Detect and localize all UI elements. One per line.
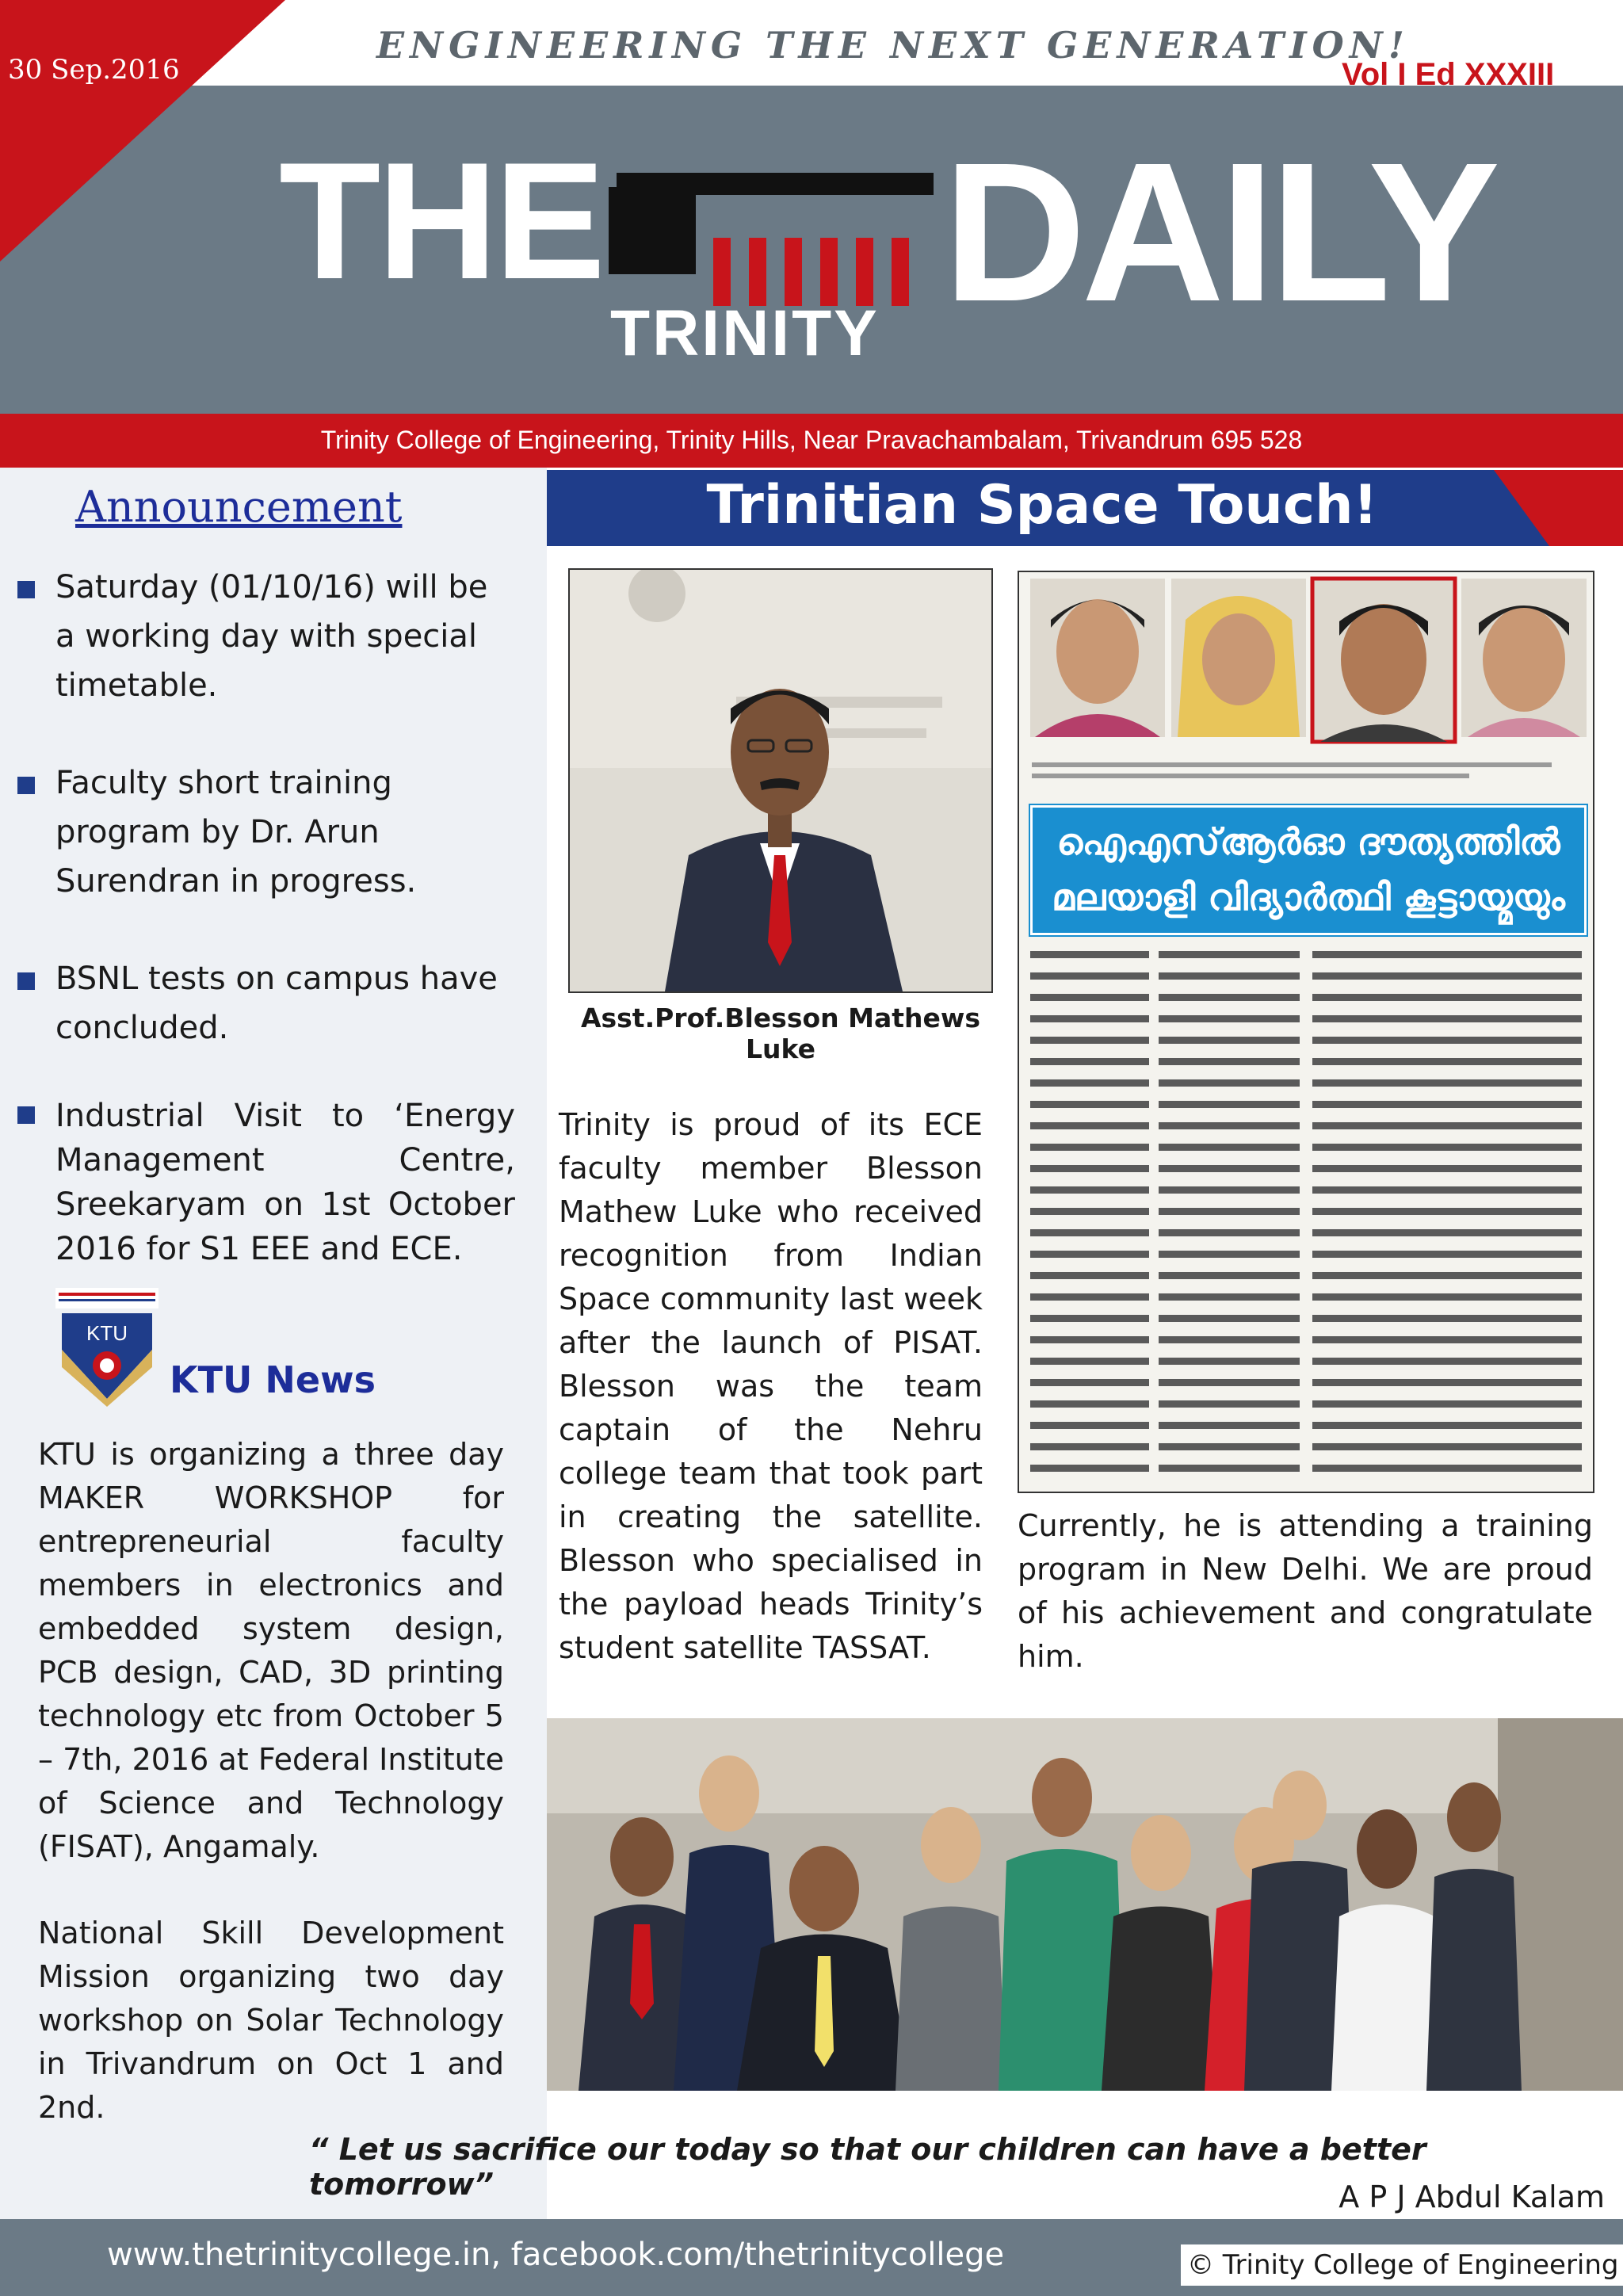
announcement-item: Saturday (01/10/16) will be a working day with special timetable. — [55, 569, 488, 704]
logo-block — [609, 187, 696, 274]
faculty-portrait-photo — [568, 568, 993, 993]
ktu-news-heading: KTU News — [170, 1358, 376, 1401]
newspaper-clipping — [1018, 571, 1594, 1493]
issue-date: 30 Sep.2016 — [8, 54, 180, 86]
ktu-paragraph: KTU is organizing a three day MAKER WORKSHOP for entrepreneurial faculty members in electronics and embedded system design, PCB design, CAD, 3D printing technology etc from October 5 – 7th, 2016 at Federal Institute of Science and Technology (FISAT), Angamaly. — [38, 1437, 504, 1864]
date-corner-ribbon — [0, 0, 285, 262]
logo-pillar — [856, 238, 873, 306]
clipping-headline-line: മലയാളി വിദ്യാർത്ഥി കൂട്ടായ്മയും — [1052, 876, 1565, 919]
bullet-icon — [17, 581, 35, 598]
bullet-icon — [17, 1106, 35, 1124]
clipping-headline-line: ഐഎസ്ആർഓ ദൗത്യത്തിൽ — [1056, 820, 1560, 863]
portrait-caption: Asst.Prof.Blesson Mathews Luke — [580, 1003, 981, 1064]
headline-accent — [1549, 470, 1623, 546]
title-trinity: TRINITY — [610, 297, 880, 369]
clipping-photo-caption — [1032, 756, 1579, 791]
article-body-column-2: Currently, he is attending a training program in New Delhi. We are proud of his achievement and congratulate him. — [1018, 1508, 1593, 1674]
announcement-item: BSNL tests on campus have concluded. — [55, 961, 498, 1046]
title-daily: DAILY — [943, 121, 1496, 342]
logo-pillar — [820, 238, 838, 306]
logo-pillar — [713, 238, 731, 306]
footer-copyright: © Trinity College of Engineering — [1181, 2244, 1623, 2286]
announcement-item: Industrial Visit to ‘Energy Management Centre, Sreekaryam on 1st October 2016 for S1 EEE and ECE. — [55, 1098, 515, 1267]
quote-author: A P J Abdul Kalam — [1338, 2179, 1605, 2214]
volume-edition: Vol I Ed XXXIII — [1342, 57, 1555, 92]
bullet-icon — [17, 972, 35, 990]
logo-pillar — [785, 238, 802, 306]
footer-links[interactable]: www.thetrinitycollege.in, facebook.com/thetrinitycollege — [107, 2237, 1005, 2273]
team-group-photo — [547, 1718, 1623, 2091]
logo-pillar — [749, 238, 766, 306]
article-headline: Trinitian Space Touch! — [706, 474, 1378, 537]
announcement-heading: Announcement — [75, 482, 403, 532]
tagline: ENGINEERING THE NEXT GENERATION! — [376, 24, 1410, 67]
ktu-logo — [55, 1288, 158, 1407]
clipping-headline-box — [1030, 805, 1587, 935]
clipping-portraits — [1019, 572, 1593, 755]
article-body-column-1: Trinity is proud of its ECE faculty member Blesson Mathew Luke who received recognition from Indian Space community last week after the launch of PISAT. Blesson was the team captain of the Nehru college team that took part in creating the satellite. Blesson who specialised in the payload heads Trinity’s student satellite TASSAT. — [559, 1107, 983, 1665]
clipping-body-text — [1030, 945, 1582, 1484]
announcement-item: Faculty short training program by Dr. Arun Surendran in progress. — [55, 765, 417, 900]
ktu-paragraph: National Skill Development Mission organizing two day workshop on Solar Technology in Trivandrum on Oct 1 and 2nd. — [38, 1916, 504, 2125]
college-address: Trinity College of Engineering, Trinity Hills, Near Pravachambalam, Trivandrum 695 528 — [320, 426, 1303, 454]
logo-pillar — [892, 238, 909, 306]
quote-text: “ Let us sacrifice our today so that our children can have a better tomorrow” — [309, 2132, 1426, 2202]
title-the: THE — [279, 128, 602, 314]
ktu-logo-text: KTU — [86, 1321, 128, 1345]
bullet-icon — [17, 777, 35, 794]
